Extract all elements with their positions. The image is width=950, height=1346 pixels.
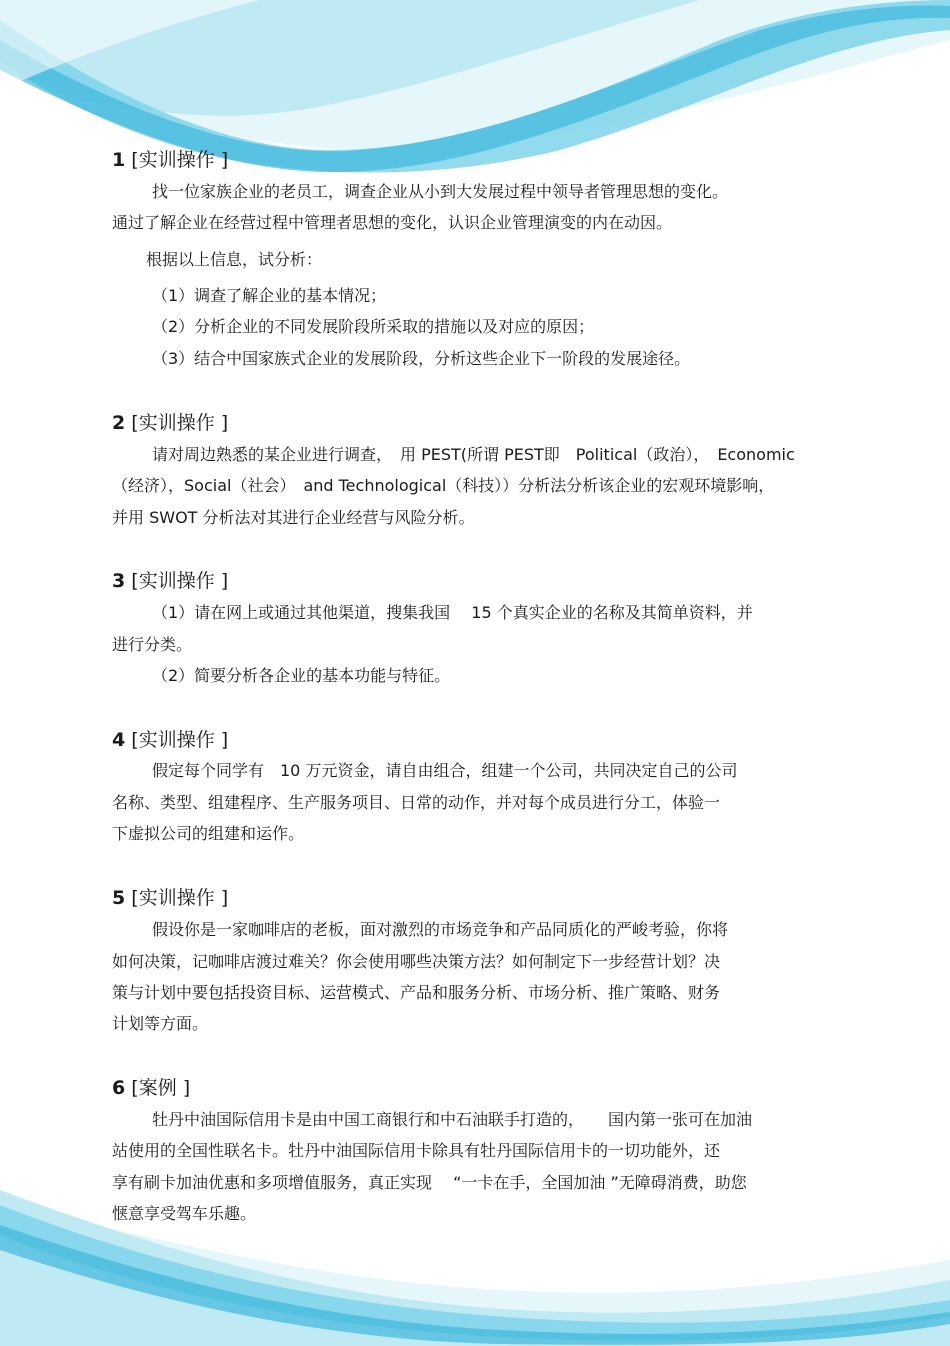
- section-6-line-3: 享有刷卡加油优惠和多项增值服务，真正实现 “一卡在手，全国加油 ”无障碍消费，助您: [112, 1173, 747, 1192]
- section-5-line-4: 计划等方面。: [112, 1014, 209, 1033]
- section-3-line-2: 进行分类。: [112, 635, 193, 654]
- section-1-line-4: （1）调查了解企业的基本情况；: [152, 286, 387, 305]
- section-4-line-2: 名称、类型、组建程序、生产服务项目、日常的动作，并对每个成员进行分工，体验一: [112, 793, 721, 812]
- section-5-line-1: 假设你是一家咖啡店的老板，面对激烈的市场竞争和产品同质化的严峻考验，你将: [152, 920, 729, 939]
- section-6-heading: 6 [案例 ]: [112, 1077, 191, 1099]
- section-4-line-1: 假定每个同学有 10 万元资金，请自由组合，组建一个公司，共同决定自己的公司: [152, 761, 738, 780]
- section-6-line-1: 牡丹中油国际信用卡是由中国工商银行和中石油联手打造的， 国内第一张可在加油: [152, 1110, 753, 1129]
- section-2-line-2: （经济），Social（社会） and Technological（科技））分析法分析该企业的宏观环境影响，: [112, 476, 775, 495]
- section-5-line-3: 策与计划中要包括投资目标、运营模式、产品和服务分析、市场分析、推广策略、财务: [112, 983, 721, 1002]
- section-3-line-3: （2）简要分析各企业的基本功能与特征。: [152, 666, 451, 685]
- section-4-heading: 4 [实训操作 ]: [112, 729, 229, 751]
- section-1-line-3: 根据以上信息，试分析：: [146, 250, 323, 269]
- section-2-line-1: 请对周边熟悉的某企业进行调查， 用 PEST(所谓 PEST即 Political（政治）， Economic: [152, 445, 795, 464]
- section-2-heading: 2 [实训操作 ]: [112, 412, 229, 434]
- section-6-line-4: 惬意享受驾车乐趣。: [112, 1204, 257, 1223]
- section-1-line-5: （2）分析企业的不同发展阶段所采取的措施以及对应的原因；: [152, 317, 595, 336]
- section-6-line-2: 站使用的全国性联名卡。牡丹中油国际信用卡除具有牡丹国际信用卡的一切功能外，还: [112, 1141, 721, 1160]
- section-3-line-1: （1）请在网上或通过其他渠道，搜集我国 15 个真实企业的名称及其简单资料，并: [152, 603, 753, 622]
- section-2-line-3: 并用 SWOT 分析法对其进行企业经营与风险分析。: [112, 508, 475, 527]
- section-5-heading: 5 [实训操作 ]: [112, 887, 229, 909]
- section-4-line-3: 下虚拟公司的组建和运作。: [112, 824, 305, 843]
- section-3-heading: 3 [实训操作 ]: [112, 570, 229, 592]
- section-1-heading: 1 [实训操作 ]: [112, 149, 229, 171]
- section-1-line-1: 找一位家族企业的老员工，调查企业从小到大发展过程中领导者管理思想的变化。: [152, 182, 729, 201]
- section-1-line-2: 通过了解企业在经营过程中管理者思想的变化，认识企业管理演变的内在动因。: [112, 213, 673, 232]
- section-1-line-6: （3）结合中国家族式企业的发展阶段，分析这些企业下一阶段的发展途径。: [152, 349, 691, 368]
- section-5-line-2: 如何决策，记咖啡店渡过难关？你会使用哪些决策方法？如何制定下一步经营计划？决: [112, 952, 721, 971]
